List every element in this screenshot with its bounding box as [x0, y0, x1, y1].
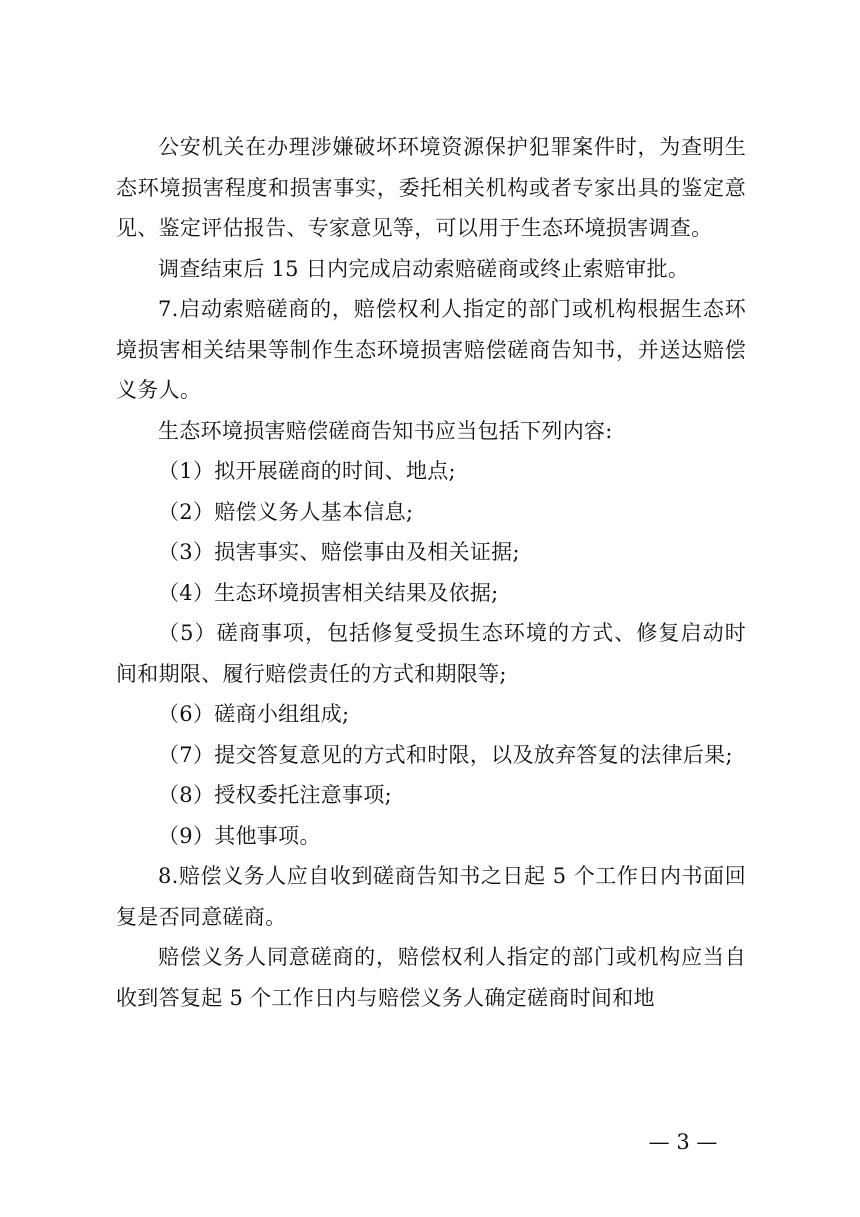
- paragraph-notice-contents-intro: 生态环境损害赔偿磋商告知书应当包括下列内容:: [158, 418, 613, 443]
- paragraph-approval-deadline: 调查结束后 15 日内完成启动索赔磋商或终止索赔审批。: [158, 256, 690, 281]
- list-item-2: （2）赔偿义务人基本信息;: [158, 499, 414, 524]
- page-number: — 3 —: [648, 1130, 718, 1154]
- list-item-7: （7）提交答复意见的方式和时限，以及放弃答复的法律后果;: [158, 742, 733, 767]
- body-text: [116, 127, 746, 1018]
- list-item-3: （3）损害事实、赔偿事由及相关证据;: [158, 540, 520, 564]
- paragraph-item-7-notice: 7.启动索赔磋商的，赔偿权利人指定的部门或机构根据生态环境损害相关结果等制作生态环境损害赔偿磋商告知书，并送达赔偿义务人。: [116, 297, 746, 402]
- list-item-9: （9）其他事项。: [158, 823, 321, 848]
- list-item-5: （5）磋商事项，包括修复受损生态环境的方式、修复启动时间和期限、履行赔偿责任的方式和期限等;: [116, 621, 746, 686]
- paragraph-item-8-reply: 8.赔偿义务人应自收到磋商告知书之日起 5 个工作日内书面回复是否同意磋商。: [116, 864, 746, 929]
- paragraph-police-appraisal: 公安机关在办理涉嫌破坏环境资源保护犯罪案件时，为查明生态环境损害程度和损害事实，委托相关机构或者专家出具的鉴定意见、鉴定评估报告、专家意见等，可以用于生态环境损害调查。: [116, 135, 746, 240]
- list-item-6: （6）磋商小组组成;: [158, 702, 350, 726]
- paragraph-agree-negotiation: 赔偿义务人同意磋商的，赔偿权利人指定的部门或机构应当自收到答复起 5 个工作日内与赔偿义务人确定磋商时间和地: [116, 945, 746, 1010]
- list-item-8: （8）授权委托注意事项;: [158, 783, 393, 807]
- list-item-1: （1）拟开展磋商的时间、地点;: [158, 459, 456, 483]
- list-item-4: （4）生态环境损害相关结果及依据;: [158, 580, 499, 605]
